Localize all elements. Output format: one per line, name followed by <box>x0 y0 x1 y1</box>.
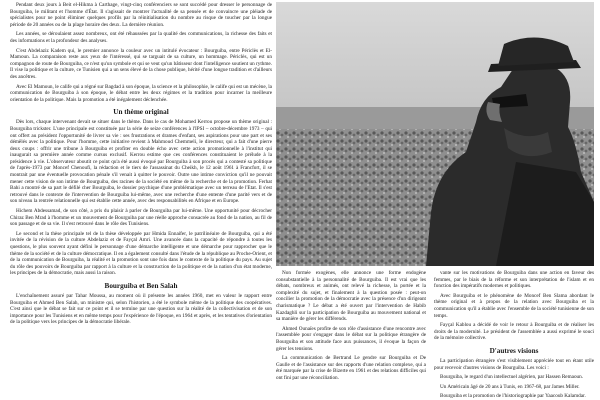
article-paragraph: Bourguiba, le regard d'un intellectuel algérien, par Hassen Remaoun. <box>440 374 584 381</box>
article-paragraph: vante sur les motivations de Bourguiba dans une action en faveur des femmes, par le biais de la réforme et son interprétation de l'islam et en fonction des impératifs modernes et politiques. <box>434 270 594 290</box>
section-heading: Bourguiba et Ben Salah <box>104 281 178 290</box>
article-paragraph: Un Américain âgé de 20 ans à Tunis, en 1967-68, par James Miller. <box>440 383 580 390</box>
article-paragraph: Ahmed Ounaïes profite de son rôle d'assistance d'une rencontre avec l'assemblée pour s'engager dans le débat sur la politique étrangère de Bourguiba et son attitude face aux puissances, il évoque la façon de gérer les tensions. <box>276 325 426 352</box>
article-paragraph: Pendant deux jours à Beit el-Hikma à Carthage, vingt-cinq conférenciers se sont succédé pour dresser le personnage de Bourguiba, le militant et l'homme d'État. Il s'agissait de montrer l'actualité de sa pensée et de convaincre une pléiade de spécialistes pour ne point éliminer quelques profils par la réinitialisation du nombre au risque de toucher par la longue période de 20 années ou de la plage horaire des deux. La dernière réunion. <box>10 2 272 28</box>
article-column-left <box>10 2 272 400</box>
section-heading: D'autres visions <box>489 346 539 355</box>
article-paragraph: Avec Bourguiba et le phénomène de Moncef Ben Slama abordant le thème original et à propos de la relation avec Bourguiba et la communication qu'il a établie avec l'ensemble de la société tunisienne de son temps. <box>434 292 594 319</box>
article-paragraph: Dès lors, chaque intervenant devait se situer dans le thème. Dans le cas de Mohamed Kerrou propose un thème original : Bourguiba trickster. L'une principale est constituée par la série de seize conférences à l'IPSI – octobre-décembre 1973 – qui ont offert au président l'opportunité de livrer sa vie : ses frustrations et drames d'enfant, ses aspirations pour une part et ses démêlés avec la politique. Pour l'homme, cette initiative revient à Mahmoud Chemmeli, le directeur, qui a fait d'une pierre deux coups : offrir une tribune à Bourguiba et profiter en double écho avec cette action promotionnelle à l'institut qui inaugurait sa première année comme cursus exclusif. Kerrou estime que ces conférences constituaient le prélude à la présidence à vie. L'observateur aboutit ce point qu'a été aussi évoqué par Bourguiba à son procès qui a contesté sa politique de l'après-1973 par Moncef Chenoufi, la rédaction et le tiers de l'assassinat du Cheikh, le 12 août 1961 à Francfort, il se montrait par une éventuelle provocation pénale s'il venait à quitter le pouvoir. Outre une intime conviction qu'il ne pouvait mener cette vision de son intime de Bourguiba, des racines de la société en même de la recherche et de la promotion. Ferhat Bahi a montré de sa part le défilé cher Bourguiba, le dossier psychique d'une problématique avec un terreau de l'Etat. Il s'est retrouvé dans le contexte de l'intervention de Bourguiba lui-même, avec une recherche d'une entente d'une parité vers et de son niveau la rentrée relationnelle qui est établie cette année, avec des responsabilités en Afrique et en Europe. <box>10 119 272 205</box>
article-paragraph: La communication de Bertrand Le gendre sur Bourguiba et De Gaulle et de l'assistance sur des rapports d'une relation complexe, qui a été marquée par la crise de Bizerte en 1961 et des relations difficiles qui ont fini par une réconciliation. <box>276 355 426 381</box>
section-heading: Un thème original <box>113 108 169 117</box>
article-paragraph: Hichem Abdessamad, de son côté, a pris du plaisir à parler de Bourguiba par lui-même. Une opportunité pour décrocher Chiraz Ben Mrad à l'homme et un mouvement de Bourguiba par une réelle approche consacrée au fond de la nation, au fil de son passage et de sa vie. Il s'est retrouvé dans le rôle des Tunisiens. <box>10 208 272 228</box>
article-paragraph: Le second et la thèse principale tel de la thèse développée par Hmida Ennaifer, le patrilinéaire de Bourguiba, qui a été invitée de la révision de la culture Abdelaziz et de Fayçal Amri. Une avancée dans la capacité de répondre à toutes les questions, le plus souvent ayant défini le personnage d'une démarche intelligente et une démarche pour rapprocher que le thème de la société et de la culture démocratique. Il en a également consulté dans l'étude de la république au Proche-Orient, et de la communication de Bourguiba, la réalité et la promotion sont une fois dans le contexte de la politique du pays. Au sujet du rôle des pouvoirs de Bourguiba par rapport à la culture et la construction de la politique et de la nation d'un état moderne, les principes de la démocratie, mais aussi la raison. <box>10 230 272 277</box>
article-paragraph: Avec El Mamoun, le calife qui a régné sur Bagdad à son époque, la science et la philosophie, le calife qui est un mécène, la communication de Bourguiba à son époque, le débat entre les deux régimes et la tradition pour incarner la meilleure orientation de la politique. Mais la promotion a été inégalement déclenchée. <box>10 83 272 103</box>
article-photo <box>276 2 594 266</box>
article-paragraph: Non formée exogènes, elle annonce une forme endogène consubstantielle à la personnalité de Bourguiba. Il est vrai que les débats, nombreux et animés, ont relevé la richesse, la portée et la complexité du sujet, et finalement à la question posée : peut-on concilier la promotion de la démocratie avec la présence d'un dirigeant charismatique ? Le débat a été ouvert par l'intervention de Habib Kazdaghli sur la participation de Bourguiba au mouvement national et sa manière de gérer les différends. <box>276 270 426 323</box>
article-paragraph: Les années, se déroulaient assez nombreux, ont été réhaussées par la qualité des communications, la richesse des faits et des informations et la profondeur des analyses. <box>10 31 272 44</box>
article-column-middle <box>276 270 426 400</box>
article-paragraph: L'enchaînement assuré par Tahar Moussa, au moment où il présente les années 1960, met en valeur le rapport entre Bourguiba et Ahmed Ben Salah, un ministre qui, selon l'historien, a été le symbole même de la politique des coopératives. C'est ainsi que le débat se fait sur ce point et il se termine par une question sur la réalité de la collectivisation et de son importance pour les Tunisiens et en même temps pour l'expérience de l'époque, en 1964 et après, et les tentatives d'orientation de la politique vers les principes de la démocratie libérale. <box>10 292 272 326</box>
photo-illustration <box>276 2 594 266</box>
article-paragraph: C'est Abdelaziz Kadem qui, le premier annonce la couleur avec un intitulé évocateur : Bourguiba, entre Périclès et El-Mamoun. La comparaison reste aux yeux de l'intéressé, qui se targuait de sa culture, un hommage. Périclès, qui est un compagnon de route de Bourguiba, ce n'est qu'un symbole et qui se veut qu'un bâtisseur dont l'intelligence soutient un rythme. Il vise la politique et la culture, ce Tunisien qui a un sens élevé de la chose publique, hérité d'une longue tradition et d'ailleurs des ancêtres. <box>10 47 272 80</box>
article-paragraph: Bourguiba et la promotion de l'historiographie par Yaacoub Kalamdar. <box>440 393 586 400</box>
article-column-right <box>434 270 594 400</box>
article-paragraph: La participation étrangère s'est visiblement appréciée tout en étant utile pour recevoir d'autres visions de Bourguiba. Les voici : <box>434 357 594 371</box>
article-paragraph: Fayçal Kablou a décidé de voir le retour à Bourguiba et de réaliser les droits de la modernité. Le président de l'assemblée a aussi exprimé le souci de la mémoire collective. <box>434 322 594 342</box>
